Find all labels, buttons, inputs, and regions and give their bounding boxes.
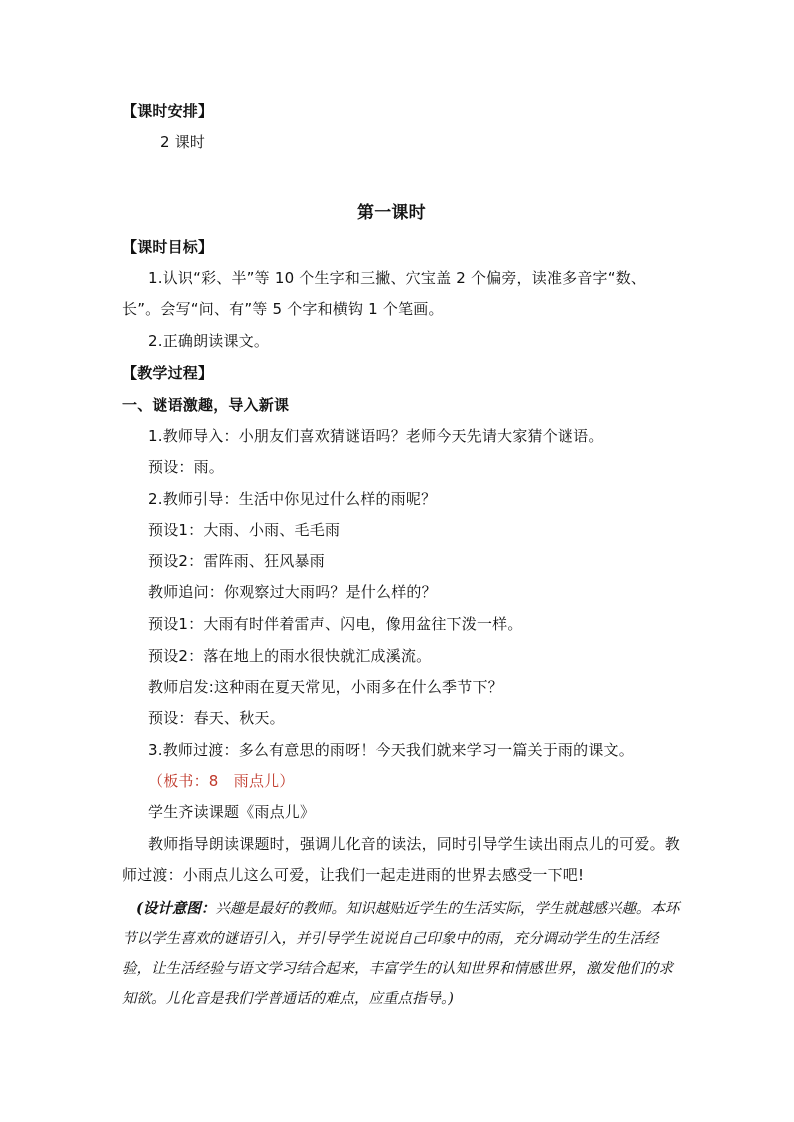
- process-line: 预设1：大雨、小雨、毛毛雨: [148, 521, 341, 539]
- process-line: 教师启发:这种雨在夏天常见，小雨多在什么季节下？: [148, 678, 503, 696]
- process-line: 3.教师过渡：多么有意思的雨呀！今天我们就来学习一篇关于雨的课文。: [148, 741, 634, 759]
- process-line: 预设1：大雨有时伴着雷声、闪电，像用盆往下泼一样。: [148, 615, 523, 633]
- process-line: 1.教师导入：小朋友们喜欢猜谜语吗？老师今天先请大家猜个谜语。: [148, 427, 604, 445]
- process-line: 预设2：雷阵雨、狂风暴雨: [148, 552, 325, 570]
- process-line: 预设：春天、秋天。: [148, 709, 285, 727]
- objective-line: 2.正确朗读课文。: [148, 332, 270, 350]
- process-line: 教师指导朗读课题时，强调儿化音的读法，同时引导学生读出雨点儿的可爱。教: [148, 835, 681, 853]
- process-line: 预设2：落在地上的雨水很快就汇成溪流。: [148, 647, 432, 665]
- process-line: 教师追问：你观察过大雨吗？是什么样的？: [148, 583, 437, 601]
- process-line: 预设：雨。: [148, 458, 225, 476]
- process-heading: 【教学过程】: [122, 364, 214, 382]
- section-heading: 一、谜语激趣，导入新课: [122, 396, 290, 414]
- objective-line: 1.认识“彩、半”等 10 个生字和三撇、穴宝盖 2 个偏旁，读准多音字“数、: [148, 269, 647, 287]
- design-intent-label: (设计意图：: [136, 900, 216, 917]
- design-intent: [122, 894, 682, 1014]
- process-line: 师过渡：小雨点儿这么可爱，让我们一起走进雨的世界去感受一下吧!: [122, 866, 585, 884]
- board-writing: （板书：8 雨点儿）: [148, 772, 295, 790]
- arrangement-heading: 【课时安排】: [122, 102, 214, 120]
- arrangement-value: 2 课时: [160, 133, 206, 151]
- process-line: 学生齐读课题《雨点儿》: [148, 803, 316, 821]
- lesson-title: 第一课时: [357, 203, 426, 223]
- process-line: 2.教师引导：生活中你见过什么样的雨呢？: [148, 490, 437, 508]
- objectives-heading: 【课时目标】: [122, 238, 214, 256]
- design-intent-text: 兴趣是最好的教师。知识越贴近学生的生活实际，学生就越感兴趣。本环节以学生喜欢的谜语引入，并引导学生说说自己印象中的雨，充分调动学生的生活经验，让生活经验与语文学习结合起来，丰富学生的认知世界和情感世界，激发他们的求知欲。儿化音是我们学普通话的难点，应重点指导。): [122, 901, 680, 1007]
- objective-line: 长”。会写“问、有”等 5 个字和横钩 1 个笔画。: [122, 300, 444, 318]
